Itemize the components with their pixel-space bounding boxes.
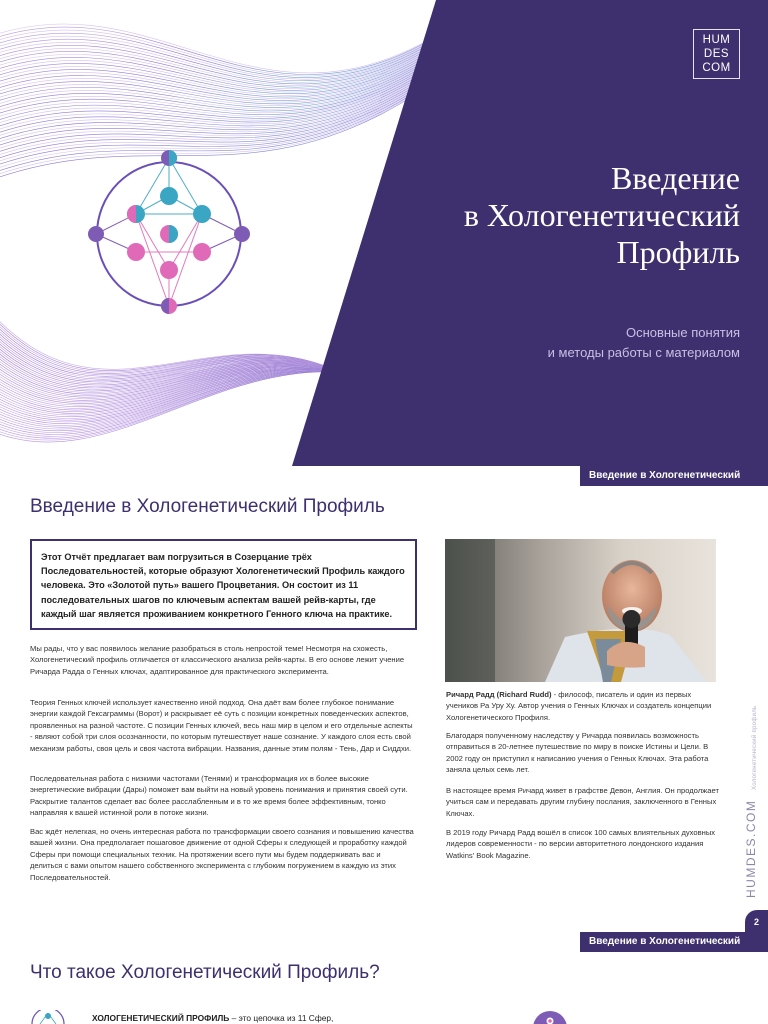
hologenetic-emblem-icon xyxy=(86,150,252,318)
hologenetic-emblem-icon xyxy=(30,1010,66,1024)
bio-paragraph: Благодаря полученному наследству у Ричарда появилась возможность отправиться в 20-летнее путешествие по миру в поиске Истины и Цели. В 2002 году он приступил к написанию учения о Генных Ключах. Эта работа заняла целых семь лет. xyxy=(446,731,709,775)
bio-name: Ричард Радд (Richard Rudd) xyxy=(446,690,552,699)
bio-paragraph: В настоящее время Ричард живет в графстве Девон, Англия. Он продолжает учиться сам и передавать другим глубину послания, заключенного в Генных Ключах. xyxy=(446,786,719,818)
logo-line-3: COM xyxy=(702,62,731,74)
bio-intro-text: - философ, писатель и один из первых учеников Ра Уру Ху. Автор учения о Генных Ключах и создатель концепции Хологенетического Профиля. xyxy=(446,690,712,722)
profile-definition-term: ХОЛОГЕНЕТИЧЕСКИЙ ПРОФИЛЬ xyxy=(92,1013,230,1023)
cover-title-line-2: в Хологенетический xyxy=(463,197,740,233)
page-number: 2 xyxy=(745,910,768,933)
cover-title-line-1: Введение xyxy=(611,160,740,196)
cover-subtitle xyxy=(340,323,740,363)
logo-line-1: HUM xyxy=(702,34,731,46)
header-tag: Введение в Хологенетический Профиль xyxy=(580,466,768,486)
cover xyxy=(0,0,768,466)
profile-definition xyxy=(92,1013,333,1023)
section-heading: Введение в Хологенетический Профиль xyxy=(30,496,385,517)
sphere-icon xyxy=(528,1010,572,1024)
cover-title-line-3: Профиль xyxy=(616,234,740,270)
richard-rudd-photo xyxy=(445,539,716,682)
vertical-caption: Хологенетический профиль xyxy=(752,705,758,790)
logo-line-2: DES xyxy=(703,48,730,60)
body-paragraph: Мы рады, что у вас появилось желание разобраться в столь непростой теме! Несмотря на схожесть, Хологенетический профиль отличается от классического анализа рейв-карты. В его основе лежит учение Ричарда Радда о Генных ключах, адаптированное для практического эксперимента. xyxy=(30,644,405,676)
cover-title xyxy=(320,160,740,271)
header-tag: Введение в Хологенетический Профиль xyxy=(580,932,768,952)
humdes-logo[interactable] xyxy=(693,29,740,79)
body-paragraph: Вас ждёт нелегкая, но очень интересная работа по трансформации своего сознания и повышению качества вашей жизни. Она предполагает пошаговое движение от одной Сферы к следующей и проработку каждой Сферы при помощи специальных техник. На протяжении всего пути мы будем поддерживать вас и делиться с вами опытом нашего собственного эксперимента с глубоким погружением в каждую из этих Последовательностей. xyxy=(30,827,414,882)
cover-subtitle-line-2: и методы работы с материалом xyxy=(547,345,740,360)
section-heading: Что такое Хологенетический Профиль? xyxy=(30,962,380,983)
body-paragraph: Теория Генных ключей использует качественно иной подход. Она даёт вам более глубокое понимание энергии каждой Гексаграммы (Ворот) и раскрывает её суть с позиции конкретных поведенческих аспектов, проявленных на разной частоте. С позиции Генных ключей, весь наш мир в целом и его отдельные аспекты - являют собой три слоя осознанности, по которым путешествует наше сознание. У каждого слоя есть свой механизм работы, своя цель и своя частота вибрации. Названия, данные этим полям - Тень, Дар и Сиддхи. xyxy=(30,698,413,753)
profile-definition-text: – это цепочка из 11 Сфер, xyxy=(229,1013,334,1023)
bio-intro xyxy=(446,689,721,723)
intro-box: Этот Отчёт предлагает вам погрузиться в Созерцание трёх Последовательностей, которые образуют Хологенетический Профиль каждого человека. Это «Золотой путь» вашего Процветания. Он состоит из 11 последовательных шагов по ключевым аспектам вашей рейв-карты, где каждый шаг является проживанием конкретного Генного ключа на практике. xyxy=(30,539,417,630)
vertical-site-name[interactable]: HUMDES.COM xyxy=(744,799,758,898)
cover-subtitle-line-1: Основные понятия xyxy=(625,325,740,340)
bio-paragraph: В 2019 году Ричард Радд вошёл в список 100 самых влиятельных духовных лидеров современности - по версии авторитетного лондонского издания Watkins' Book Magazine. xyxy=(446,828,716,860)
body-paragraph: Последовательная работа с низкими частотами (Тенями) и трансформация их в более высокие энергетические вибрации (Дары) поможет вам выйти на новый уровень понимания и принятия своей сути. Раскрытие талантов сделает вас более расслабленным и в то же время более эффективным, тонко направляя к вашей истинной роли в потоке жизни. xyxy=(30,774,408,818)
